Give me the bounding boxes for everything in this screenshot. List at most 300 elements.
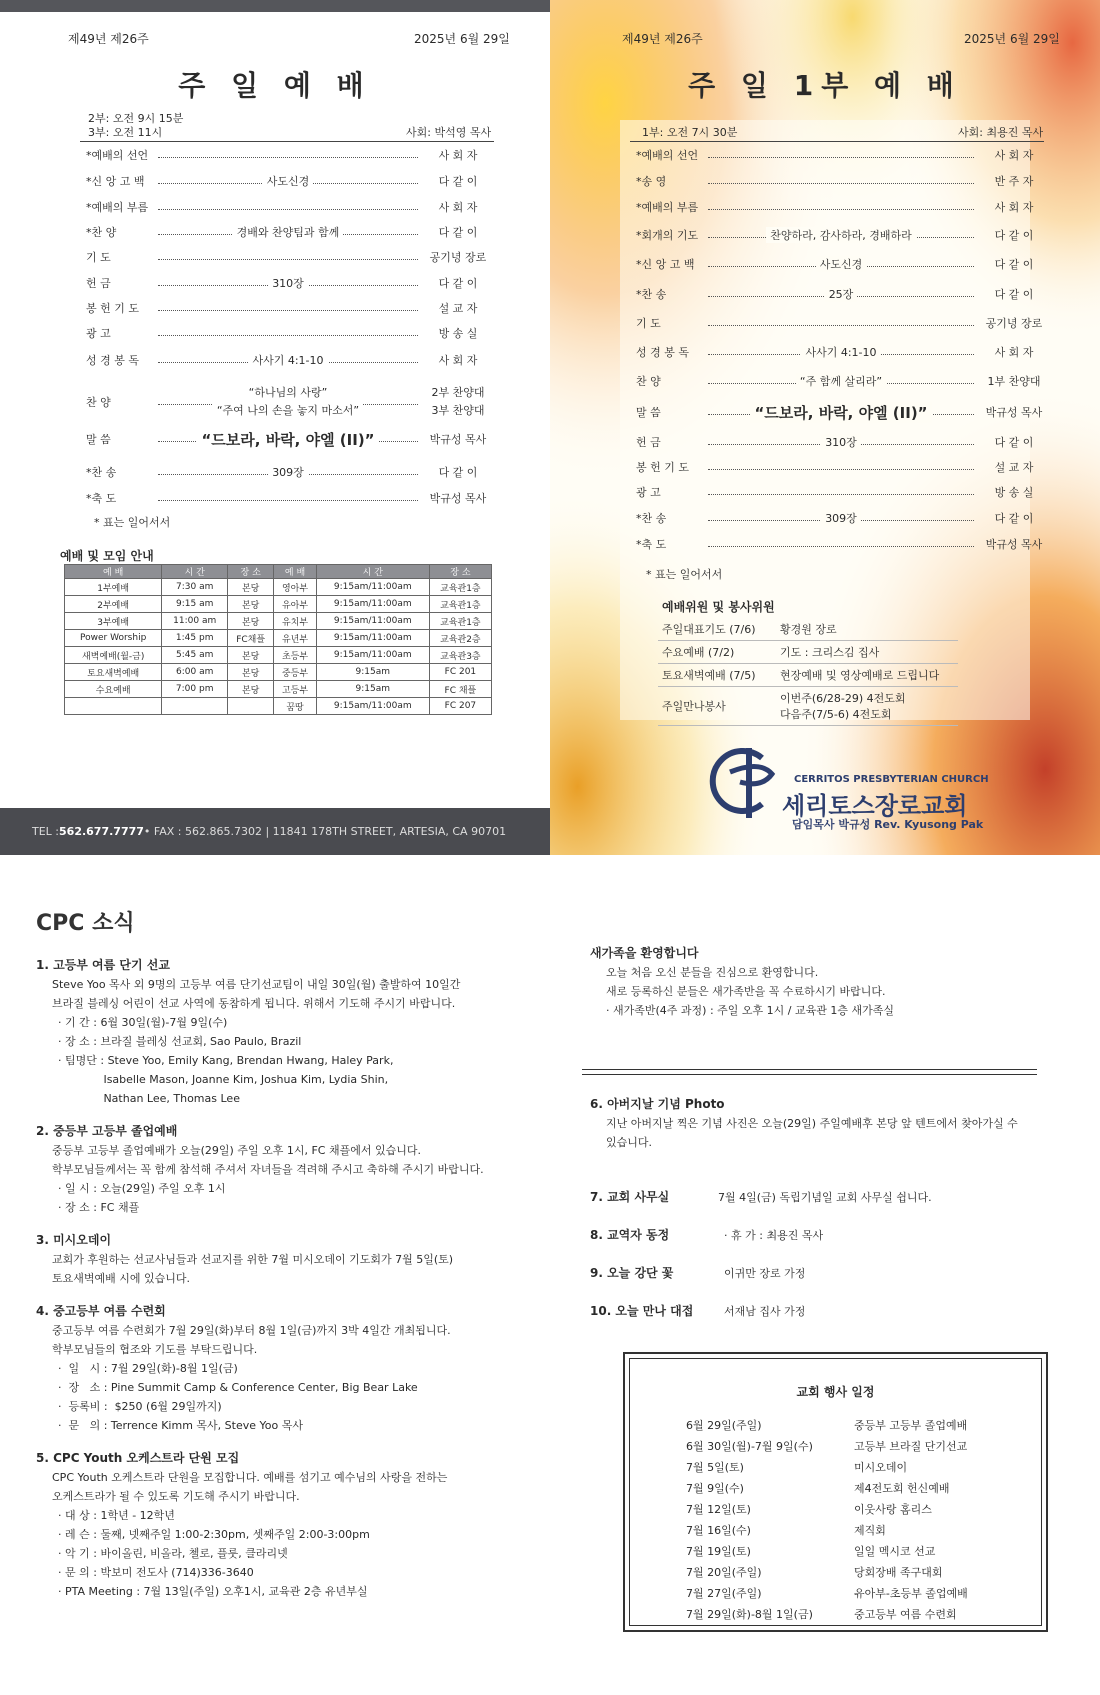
row-role: 다 같 이: [994, 436, 1034, 449]
row-content: [154, 221, 422, 243]
event-name: 고등부 브라질 단기선교: [854, 1440, 968, 1453]
news-detail: Nathan Lee, Thomas Lee: [58, 1092, 240, 1105]
news-heading: 6. 아버지날 기념 Photo: [590, 1097, 725, 1111]
row-label: *예배의 선언: [86, 149, 149, 162]
news-heading: 3. 미시오데이: [36, 1233, 112, 1247]
news-paragraph: 학부모님들께서는 꼭 함께 참석해 주셔서 자녀들을 격려해 주시고 축하해 주시기 바랍니다.: [52, 1163, 484, 1176]
row-role: 설 교 자: [438, 302, 478, 315]
schedule-header: 장 소: [228, 565, 274, 579]
left-bulletin-page: [0, 0, 550, 855]
schedule-cell: 고등부: [274, 681, 316, 698]
row-label: 성 경 봉 독: [86, 354, 139, 367]
row-content: [704, 456, 978, 478]
news-value: 서재남 집사 가정: [724, 1304, 806, 1318]
news-heading: 7. 교회 사무실: [590, 1189, 670, 1204]
news-paragraph: 오늘 처음 오신 분들을 진심으로 환영합니다.: [606, 966, 819, 979]
news-right-column: [590, 1095, 1070, 1152]
event-name: 제직회: [854, 1524, 886, 1537]
schedule-cell: 교육관1층: [429, 613, 491, 630]
schedule-cell: 3부예배: [65, 613, 162, 630]
volunteer-duty: 주일대표기도 (7/6): [662, 623, 756, 636]
row-role: 사 회 자: [438, 354, 478, 367]
issue-number: 제49년 제26주: [622, 32, 703, 46]
schedule-cell: 9:15am/11:00am: [316, 579, 429, 596]
schedule-header: 시 간: [162, 565, 228, 579]
row-content-text: 사사기 4:1-10: [801, 344, 880, 360]
order-of-worship-row: [636, 431, 1050, 453]
event-date: 7월 19일(토): [686, 1545, 751, 1558]
schedule-cell: 7:00 pm: [162, 681, 228, 698]
row-label: *회개의 기도: [636, 229, 699, 242]
order-of-worship-row: [86, 461, 494, 483]
news-heading: 8. 교역자 동정: [590, 1227, 670, 1242]
schedule-cell: 본당: [228, 681, 274, 698]
schedule-cell: 1부예배: [65, 579, 162, 596]
event-name: 유아부-초등부 졸업예배: [854, 1587, 968, 1600]
row-content: [154, 272, 422, 294]
news-paragraph: · 새가족반(4주 과정) : 주일 오후 1시 / 교육관 1층 새가족실: [606, 1004, 894, 1017]
news-heading: 10. 오늘 만나 대접: [590, 1303, 694, 1318]
row-content: [704, 431, 978, 453]
row-content: [704, 370, 978, 392]
schedule-cell: 교육관3층: [429, 647, 491, 664]
order-of-worship-row: [636, 283, 1050, 305]
order-of-worship-row: [86, 196, 494, 218]
news-paragraph: 학부모님들의 협조와 기도를 부탁드립니다.: [52, 1343, 258, 1356]
news-title: CPC 소식: [36, 911, 135, 936]
event-row: [686, 1541, 1026, 1562]
news-item: [36, 1449, 556, 1601]
order-of-worship-row: [636, 170, 1050, 192]
row-content: [154, 144, 422, 166]
row-label: 봉 헌 기 도: [636, 461, 689, 474]
row-label: *찬 송: [636, 512, 667, 525]
praise-song-2: “주여 나의 손을 놓지 마소서”: [216, 404, 360, 417]
section-divider: [582, 1069, 1037, 1075]
short-news-item: [590, 1254, 1070, 1292]
row-role: 공기녕 장로: [985, 317, 1043, 330]
row-content: [704, 312, 978, 334]
row-role: 다 같 이: [438, 175, 478, 188]
service-time: 2부: 오전 9시 15분: [88, 112, 184, 125]
row-label: *축 도: [86, 492, 117, 505]
event-date: 7월 16일(수): [686, 1524, 751, 1537]
row-content-text: 25장: [825, 286, 858, 302]
row-content-text: 사도신경: [263, 173, 314, 189]
news-detail: · 문 의 : 박보미 전도사 (714)336-3640: [58, 1566, 254, 1579]
order-of-worship-row: [86, 487, 494, 509]
schedule-cell: Power Worship: [65, 630, 162, 647]
church-name-en: CERRITOS PRESBYTERIAN CHURCH: [794, 774, 989, 785]
row-content: [154, 428, 422, 450]
schedule-header: 시 간: [316, 565, 429, 579]
news-paragraph: 중등부 고등부 졸업예배가 오늘(29일) 주일 오후 1시, FC 채플에서 있습니다.: [52, 1144, 421, 1157]
schedule-cell: 교육관1층: [429, 579, 491, 596]
order-of-worship-row: [86, 297, 494, 319]
row-label: 헌 금: [86, 277, 111, 290]
row-label: *신 앙 고 백: [86, 175, 145, 188]
row-label: *찬 송: [86, 466, 117, 479]
news-heading: 5. CPC Youth 오케스트라 단원 모집: [36, 1451, 240, 1465]
row-content-text: “드보라, 바락, 야엘 (II)”: [197, 429, 378, 450]
schedule-cell: 꿈땅: [274, 698, 316, 715]
divider: [80, 141, 494, 142]
schedule-cell: 본당: [228, 596, 274, 613]
order-of-worship-row: [636, 507, 1050, 529]
news-paragraph: 브라질 블레싱 어린이 선교 사역에 동참하게 됩니다. 위해서 기도해 주시기 바랍니다.: [52, 997, 456, 1010]
row-label: *축 도: [636, 538, 667, 551]
row-label: 기 도: [86, 251, 111, 264]
volunteers-title: 예배위원 및 봉사위원: [662, 600, 775, 614]
news-detail: · 기 간 : 6월 30일(월)-7월 9일(수): [58, 1016, 228, 1029]
row-role: 공기녕 장로: [429, 251, 487, 264]
row-label: 성 경 봉 독: [636, 346, 689, 359]
event-name: 제4전도회 헌신예배: [854, 1482, 950, 1495]
page-title: 주 일 1부 예 배: [688, 69, 962, 102]
event-date: 6월 30일(월)-7월 9일(수): [686, 1440, 813, 1453]
row-content: [154, 382, 422, 422]
row-content: [154, 196, 422, 218]
row-label: 말 씀: [86, 433, 111, 446]
schedule-row: [65, 579, 492, 596]
row-label: *신 앙 고 백: [636, 258, 695, 271]
volunteer-duty: 토요새벽예배 (7/5): [662, 669, 756, 682]
row-label: *송 영: [636, 175, 667, 188]
event-date: 6월 29일(주일): [686, 1419, 762, 1432]
schedule-cell: 9:15am/11:00am: [316, 647, 429, 664]
row-label: 말 씀: [636, 406, 661, 419]
row-role: 사 회 자: [994, 346, 1034, 359]
news-paragraph: CPC Youth 오케스트라 단원을 모집합니다. 예배를 섬기고 예수님의 사랑을 전하는: [52, 1471, 448, 1484]
page-title: 주 일 예 배: [178, 69, 372, 102]
volunteer-row: [658, 641, 958, 664]
order-of-worship-row: [86, 246, 494, 268]
schedule-cell: 수요예배: [65, 681, 162, 698]
news-paragraph: 교회가 후원하는 선교사님들과 선교지를 위한 7월 미시오데이 기도회가 7월 5일(토): [52, 1253, 454, 1266]
schedule-cell: 유년부: [274, 630, 316, 647]
news-paragraph: 오케스트라가 될 수 있도록 기도해 주시기 바랍니다.: [52, 1490, 300, 1503]
event-row: [686, 1583, 1026, 1604]
order-of-worship-row: [86, 428, 494, 450]
row-label: 광 고: [636, 486, 661, 499]
news-left-column: [36, 956, 556, 1601]
news-detail: Isabelle Mason, Joanne Kim, Joshua Kim, Lydia Shin,: [58, 1073, 389, 1086]
row-label: 기 도: [636, 317, 661, 330]
row-role: 2부 찬양대: [431, 386, 485, 399]
event-date: 7월 9일(수): [686, 1482, 744, 1495]
schedule-cell: 본당: [228, 613, 274, 630]
schedule-cell: 11:00 am: [162, 613, 228, 630]
news-item: [590, 1095, 1070, 1152]
schedule-cell: FC 채플: [429, 681, 491, 698]
issue-number: 제49년 제26주: [68, 32, 149, 46]
schedule-cell: 9:15am/11:00am: [316, 596, 429, 613]
host: 사회: 최용진 목사: [958, 126, 1044, 139]
volunteer-name: 기도 : 크리스김 집사: [780, 646, 880, 659]
row-label: 찬 양: [86, 396, 111, 409]
row-role: 3부 찬양대: [431, 404, 485, 417]
row-label: *찬 양: [86, 226, 117, 239]
row-content-text: 사도신경: [816, 256, 867, 272]
event-row: [686, 1415, 1026, 1436]
event-date: 7월 27일(주일): [686, 1587, 762, 1600]
row-content-text: 찬양하라, 감사하라, 경배하라: [766, 227, 916, 243]
schedule-cell: 본당: [228, 647, 274, 664]
schedule-cell: [65, 698, 162, 715]
row-content: [704, 481, 978, 503]
schedule-cell: 7:30 am: [162, 579, 228, 596]
row-role: 박규성 목사: [985, 538, 1043, 551]
schedule-header: 장 소: [429, 565, 491, 579]
schedule-cell: 유아부: [274, 596, 316, 613]
schedule-title: 예배 및 모임 안내: [60, 549, 154, 563]
row-role: 다 같 이: [438, 226, 478, 239]
schedule-cell: 본당: [228, 664, 274, 681]
row-role: 1부 찬양대: [987, 375, 1041, 388]
schedule-cell: 중등부: [274, 664, 316, 681]
schedule-cell: FC 207: [429, 698, 491, 715]
event-name: 미시오데이: [854, 1461, 908, 1474]
row-content-text: 310장: [268, 275, 308, 291]
event-name: 이웃사랑 홈리스: [854, 1503, 932, 1516]
schedule-cell: FC채플: [228, 630, 274, 647]
right-bulletin-page: [550, 0, 1100, 855]
event-name: 중등부 고등부 졸업예배: [854, 1419, 968, 1432]
schedule-row: [65, 698, 492, 715]
address: • FAX : 562.865.7302 | 11841 178TH STREET, ARTESIA, CA 90701: [143, 825, 507, 838]
news-detail: · 악 기 : 바이올린, 비올라, 첼로, 플룻, 클라리넷: [58, 1547, 288, 1560]
news-detail: · 문 의 : Terrence Kimm 목사, Steve Yoo 목사: [58, 1419, 303, 1432]
row-label: *예배의 부름: [86, 201, 149, 214]
volunteers-table: [658, 618, 958, 726]
top-bar: [0, 0, 550, 12]
contact-footer: [0, 808, 550, 855]
greeter-this-week: 이번주(6/28-29) 4전도회: [780, 692, 906, 705]
greeter-label: 주일만나봉사: [662, 700, 726, 713]
order-of-worship-row: [636, 312, 1050, 334]
divider: [630, 141, 1044, 142]
schedule-cell: 초등부: [274, 647, 316, 664]
short-news-item: [590, 1216, 1070, 1254]
praise-song-1: “하나님의 사랑”: [248, 386, 328, 399]
schedule-header: 예 배: [65, 565, 162, 579]
order-of-worship-row: [86, 144, 494, 166]
event-date: 7월 5일(토): [686, 1461, 744, 1474]
news-detail: · 장 소 : 브라질 블레싱 선교회, Sao Paulo, Brazil: [58, 1035, 302, 1048]
event-name: 중고등부 여름 수련회: [854, 1608, 957, 1621]
row-label: 광 고: [86, 327, 111, 340]
row-role: 다 같 이: [438, 277, 478, 290]
short-news-item: [590, 1292, 1070, 1330]
news-detail: · PTA Meeting : 7월 13일(주일) 오후1시, 교육관 2층 유년부실: [58, 1585, 368, 1598]
schedule-cell: 6:00 am: [162, 664, 228, 681]
volunteer-row: [658, 664, 958, 687]
order-of-worship-row: [636, 533, 1050, 555]
news-heading: 9. 오늘 강단 꽃: [590, 1265, 674, 1280]
row-content: [154, 487, 422, 509]
schedule-cell: 영아부: [274, 579, 316, 596]
row-role: 박규성 목사: [985, 406, 1043, 419]
row-content: [704, 401, 978, 423]
row-content: [154, 297, 422, 319]
news-heading: 1. 고등부 여름 단기 선교: [36, 958, 170, 972]
news-item: [36, 1122, 556, 1217]
news-detail: · 일 시 : 7월 29일(화)-8월 1일(금): [58, 1362, 238, 1375]
row-content-text: 309장: [821, 510, 861, 526]
row-content: [154, 349, 422, 371]
row-content-text: 경배와 찬양팀과 함께: [233, 224, 344, 240]
news-paragraph: 지난 아버지날 찍은 기념 사진은 오늘(29일) 주일예배후 본당 앞 텐트에서 찾아가실 수: [606, 1117, 1018, 1130]
schedule-row: [65, 664, 492, 681]
schedule-header: 예 배: [274, 565, 316, 579]
event-row: [686, 1457, 1026, 1478]
order-of-worship-row: [86, 170, 494, 192]
order-of-worship-row: [636, 456, 1050, 478]
news-heading: 4. 중고등부 여름 수련회: [36, 1304, 166, 1318]
order-of-worship-row: [636, 196, 1050, 218]
row-content: [704, 224, 978, 246]
news-item: [36, 1231, 556, 1288]
short-news: [590, 1178, 1070, 1330]
volunteer-duty: 수요예배 (7/2): [662, 646, 735, 659]
schedule-row: [65, 630, 492, 647]
volunteer-name: 현장예배 및 영상예배로 드립니다: [780, 669, 940, 682]
schedule-cell: 토요새벽예배: [65, 664, 162, 681]
row-content: [704, 507, 978, 529]
service-times: [88, 112, 183, 140]
volunteer-row: [658, 618, 958, 641]
church-logo: [700, 742, 1050, 831]
row-label: *찬 송: [636, 288, 667, 301]
row-content: [704, 533, 978, 555]
schedule-row: [65, 647, 492, 664]
news-detail: · 등록비 : $250 (6월 29일까지): [58, 1400, 222, 1413]
issue-date: 2025년 6월 29일: [414, 32, 510, 46]
news-paragraph: 중고등부 여름 수련회가 7월 29일(화)부터 8월 1일(금)까지 3박 4일간 개최됩니다.: [52, 1324, 451, 1337]
row-label: 찬 양: [636, 375, 661, 388]
schedule-cell: 1:45 pm: [162, 630, 228, 647]
news-heading: 새가족을 환영합니다: [590, 946, 699, 960]
welcome-section: [590, 944, 1070, 1020]
order-of-worship-row: [86, 322, 494, 344]
news-paragraph: Steve Yoo 목사 외 9명의 고등부 여름 단기선교팀이 내일 30일(월) 출발하여 10일간: [52, 978, 461, 991]
host: 사회: 박석영 목사: [406, 126, 492, 139]
news-value: 7월 4일(금) 독립기념일 교회 사무실 쉽니다.: [718, 1190, 932, 1204]
row-content: [704, 341, 978, 363]
news-paragraph: 토요새벽예배 시에 있습니다.: [52, 1272, 191, 1285]
event-date: 7월 29일(화)-8월 1일(금): [686, 1608, 813, 1621]
news-item: [36, 956, 556, 1108]
senior-pastor: 담임목사 박규성: [792, 818, 871, 831]
row-role: 반 주 자: [994, 175, 1034, 188]
schedule-table: [64, 564, 492, 715]
news-detail: · 팀명단 : Steve Yoo, Emily Kang, Brendan Hwang, Haley Park,: [58, 1054, 394, 1067]
service-time: 1부: 오전 7시 30분: [642, 126, 738, 139]
news-detail: · 레 슨 : 둘째, 넷째주일 1:00-2:30pm, 셋째주일 2:00-3:00pm: [58, 1528, 370, 1541]
news-heading: 2. 중등부 고등부 졸업예배: [36, 1124, 178, 1138]
row-role: 설 교 자: [994, 461, 1034, 474]
schedule-cell: 본당: [228, 579, 274, 596]
order-of-worship-row: [636, 224, 1050, 246]
row-role: 사 회 자: [994, 149, 1034, 162]
order-of-worship-row: [636, 370, 1050, 392]
schedule-cell: 새벽예배(월-금): [65, 647, 162, 664]
row-content-text: “드보라, 바락, 야엘 (II)”: [750, 402, 931, 423]
row-role: 다 같 이: [994, 258, 1034, 271]
events-box: [623, 1352, 1048, 1632]
welcome-item: [590, 944, 1070, 1020]
volunteer-name: 황경원 장로: [780, 623, 837, 636]
row-content: [704, 170, 978, 192]
schedule-cell: FC 201: [429, 664, 491, 681]
event-date: 7월 12일(토): [686, 1503, 751, 1516]
schedule-cell: 9:15 am: [162, 596, 228, 613]
row-content-text: 309장: [268, 464, 308, 480]
events-title: 교회 행사 일정: [796, 1385, 875, 1399]
row-role: 다 같 이: [994, 229, 1034, 242]
event-row: [686, 1499, 1026, 1520]
church-name-ko: 세리토스장로교회: [782, 792, 968, 820]
schedule-row: [65, 613, 492, 630]
praise-row: [86, 382, 494, 422]
row-role: 다 같 이: [438, 466, 478, 479]
row-content: [154, 170, 422, 192]
row-role: 다 같 이: [994, 512, 1034, 525]
row-label: 헌 금: [636, 436, 661, 449]
order-of-worship-row: [636, 253, 1050, 275]
row-role: 박규성 목사: [429, 492, 487, 505]
row-role: 사 회 자: [438, 201, 478, 214]
tel-label: TEL :: [32, 825, 60, 838]
cross-logo-icon: [700, 742, 780, 822]
event-row: [686, 1604, 1026, 1625]
order-of-worship-row: [86, 221, 494, 243]
row-role: 박규성 목사: [429, 433, 487, 446]
stand-note: * 표는 일어서서: [94, 516, 171, 529]
schedule-cell: 9:15am: [316, 681, 429, 698]
schedule-cell: 2부예배: [65, 596, 162, 613]
stand-note: * 표는 일어서서: [646, 568, 723, 581]
row-content: [154, 322, 422, 344]
order-of-worship-row: [636, 401, 1050, 423]
news-item: [36, 1302, 556, 1435]
schedule-cell: 9:15am/11:00am: [316, 613, 429, 630]
event-name: 당회장배 족구대회: [854, 1566, 943, 1579]
greeter-row: [658, 687, 958, 726]
row-content: [704, 253, 978, 275]
news-paragraph: 새로 등록하신 분들은 새가족반을 꼭 수료하시기 바랍니다.: [606, 985, 886, 998]
event-name: 일일 멕시코 선교: [854, 1545, 936, 1558]
issue-date: 2025년 6월 29일: [964, 32, 1060, 46]
event-row: [686, 1436, 1026, 1457]
order-of-worship-row: [86, 272, 494, 294]
news-detail: · 대 상 : 1학년 - 12학년: [58, 1509, 175, 1522]
row-content: [154, 461, 422, 483]
row-label: 봉 헌 기 도: [86, 302, 139, 315]
news-value: · 휴 가 : 최용진 목사: [724, 1228, 824, 1242]
schedule-cell: 유치부: [274, 613, 316, 630]
senior-pastor-en: Rev. Kyusong Pak: [874, 818, 984, 831]
row-content: [704, 196, 978, 218]
row-role: 방 송 실: [994, 486, 1034, 499]
news-detail: · 일 시 : 오늘(29일) 주일 오후 1시: [58, 1182, 226, 1195]
order-of-worship-row: [636, 144, 1050, 166]
row-content-text: 사사기 4:1-10: [248, 352, 327, 368]
schedule-cell: 9:15am: [316, 664, 429, 681]
row-role: 사 회 자: [438, 149, 478, 162]
news-detail: · 장 소 : Pine Summit Camp & Conference Center, Big Bear Lake: [58, 1381, 418, 1394]
service-time: 3부: 오전 11시: [88, 126, 163, 139]
